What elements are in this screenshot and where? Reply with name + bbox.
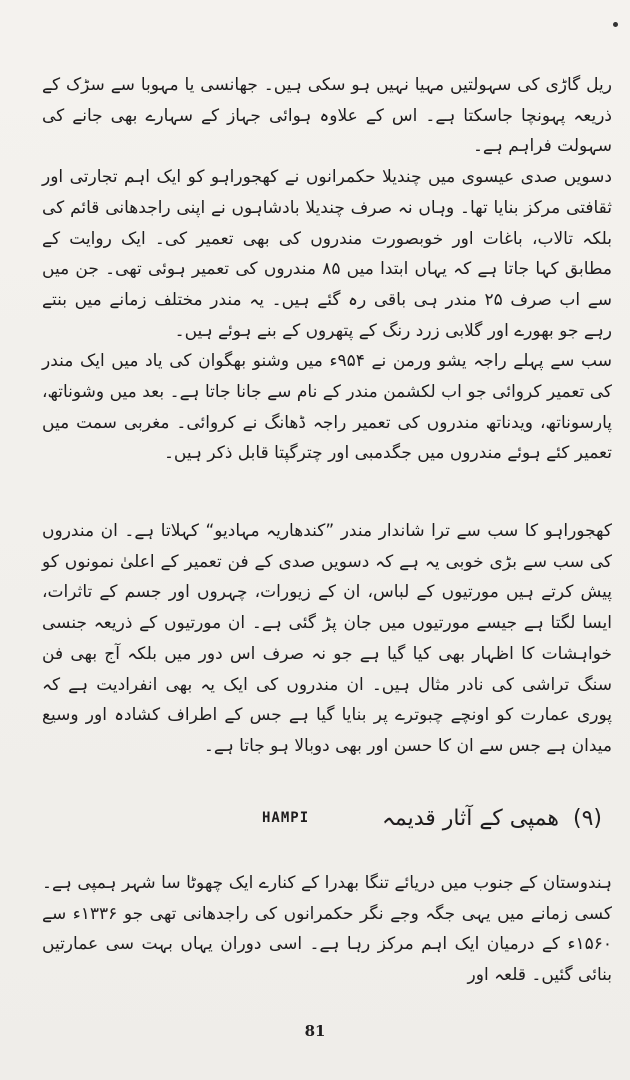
paragraph-4: کھجوراہو کا سب سے ترا شاندار مندر ”کندھاریہ مہادیو“ کہلاتا ہے۔ ان مندروں کی سب سے بڑی خوبی یہ ہے کہ دسویں صدی کے فن تعمیر کے اعلیٰ نمونوں کو پیش کرتے ہیں مورتیوں کے لباس، ان کے زیورات، چہروں اور جسم کے تاثرات، ایسا لگتا ہے جیسے مورتیوں میں جان پڑ گئی ہے۔ ان مورتیوں کے ذریعہ جنسی خواہشات کا اظہار بھی کیا گیا ہے جو نہ صرف اس دور میں بلکہ آج بھی فن سنگ تراشی کی نادر مثال ہیں۔ ان مندروں کی ایک یہ بھی انفرادیت ہے کہ پوری عمارت کو اونچے چبوترے پر بنایا گیا ہے جس کے اطراف کشادہ اور وسیع میدان ہے جس سے ان کا حسن اور بھی دوبالا ہو جاتا ہے۔ <box>42 521 612 756</box>
section-title-latin: HAMPI <box>262 810 310 826</box>
paragraph-1: ریل گاڑی کی سہولتیں مہیا نہیں ہو سکی ہیں۔ جھانسی یا مہوبا سے سڑک کے ذریعہ پہونچا جاسکتا ہے۔ اس کے علاوہ ہوائی جہاز کے سہارے بھی جانے کی سہولت فراہم ہے۔ <box>42 75 612 157</box>
paragraph-5: ہندوستان کے جنوب میں دریائے تنگا بھدرا کے کنارے ایک چھوٹا سا شہر ہمپی ہے۔ کسی زمانے میں یہی جگہ وجے نگر حکمرانوں کی راجدھانی تھی جو ۱۳۳۶ء سے ۱۵۶۰ء کے درمیان ایک اہم مرکز رہا ہے۔ اسی دوران یہاں بہت سی عمارتیں بنائی گئیں۔ قلعہ اور <box>42 873 612 986</box>
corner-dot-mark <box>613 22 618 27</box>
paragraph-2: دسویں صدی عیسوی میں چندیلا حکمرانوں نے کھجوراہو کو ایک اہم تجارتی اور ثقافتی مرکز بنایا تھا۔ وہاں نہ صرف چندیلا بادشاہوں نے اپنی راجدھانی قائم کی بلکہ تالاب، باغات اور خوبصورت مندروں کی بھی تعمیر کی۔ ایک روایت کے مطابق کہا جاتا ہے کہ یہاں ابتدا میں ۸۵ مندروں کی تعمیر ہوئی تھی۔ جن میں سے اب صرف ۲۵ مندر ہی باقی رہ گئے ہیں۔ یہ مندر مختلف زمانے میں بنتے رہے جو بھورے اور گلابی زرد رنگ کے پتھروں کے بنے ہوئے ہیں۔ <box>42 167 613 341</box>
section-title-urdu: ھمپی کے آثار قدیمہ <box>381 805 559 831</box>
section-number: (۹) <box>572 805 602 831</box>
khajuraho-text <box>42 70 612 469</box>
kandariya-mahadev-text <box>42 516 612 762</box>
hampi-text <box>42 868 612 991</box>
page-number: 81 <box>304 1022 326 1040</box>
section-heading <box>262 800 602 836</box>
paragraph-3: سب سے پہلے راجہ یشو ورمن نے ۹۵۴ء میں وشنو بھگوان کی یاد میں ایک مندر کی تعمیر کروائی جو اب لکشمن مندر کے نام سے جانا جاتا ہے۔ بعد میں وشوناتھ، پارسوناتھ، ویدناتھ مندروں کی تعمیر راجہ ڈھانگ نے کروائی۔ مغربی سمت میں تعمیر کئے ہوئے مندروں میں جگدمبی اور چترگپتا قابل ذکر ہیں۔ <box>42 351 612 464</box>
